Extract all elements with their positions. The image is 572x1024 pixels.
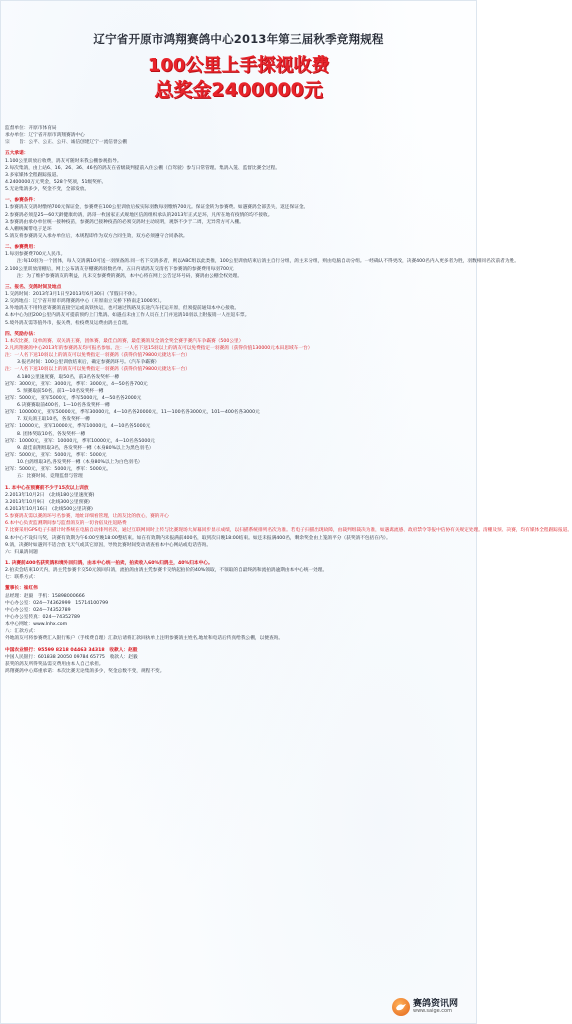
- regulation-line: 冠军：10000元，亚军10000元，季军10000元，4—10名各5000元: [5, 424, 151, 430]
- regulation-line: 6.本中心负责监测期间参与监督鸽友的一切食宿及往返路费: [5, 521, 127, 527]
- regulation-line: 鸿翔赛鸽中心郑重承诺：本次比赛无论集鸽多少，奖金总数不变，规程不变。: [5, 668, 165, 674]
- regulation-line: 六：归巢鸽问题: [5, 549, 38, 555]
- regulation-line: 9.鸽，决赛时如遇到不适合放飞天气或其它原因，导致比赛时间变动请查看本中心网站或电话咨询。: [5, 542, 212, 548]
- section-heading: 四、奖励办法：: [5, 331, 38, 337]
- regulation-line: 中心办公室传真：024—74352789: [5, 615, 80, 620]
- regulation-line: 2.凡鸿翔赛鸽中心2013年的参赛鸽友均可报名参加。注：一人名下送15羽以上的鸽友可以免费指定一羽赛鸽（获得价值130000元本田思域车一台）: [5, 345, 313, 351]
- regulation-line: 7. 双关鸽王取10名，各发奖杯一樽: [17, 417, 90, 423]
- regulation-line: 8.本中心不设归马奖，决赛有效期为午6:00至晚18:00整结束。如在有效期内未报满前400名，取到次日晚18:00结束。如还未报满400名，剩余奖金由上笼鸽平分（获奖鸽不包括在内）。: [5, 535, 391, 541]
- regulation-line: 5.无论集鸽多少，奖金不变，全部发放。: [5, 187, 90, 193]
- regulation-line: 1.每羽参赛费700元人民币。: [5, 252, 66, 258]
- regulation-line: 6.决赛赛取前400名，1—10名各发奖杯一樽: [17, 403, 110, 409]
- regulation-line: 冠军：100000元，亚军50000元，季军30000元，4—10名各20000元，11—100名各3000元，101—400名各3000元: [5, 410, 260, 416]
- regulation-line: 八：汇款方式：: [5, 629, 38, 635]
- regulation-line: 5.鸽友将参赛鸽交入承办单位后，本规程即作为双方合同生效，双方必须遵守合同条款。: [5, 233, 188, 239]
- section-heading: 1. 决赛前400名获奖鸽和境外回归鸽，由本中心统一拍卖，拍卖收入60%归鸽主，40%归本中心。: [5, 561, 213, 567]
- regulation-line: 获奖的鸽友所得奖品需交费用由本人自己承担。: [5, 661, 104, 667]
- regulation-line: 1.本次比赛，设单鸽赛、双关鸽王赛，团体赛，最佳自鸽赛，最佳赛鸽及全鸽全奖全赛手赛汽车争霸赛（500公里）: [5, 338, 244, 344]
- regulation-line: 5.境外鸽友需等值外币，报关费，检疫费及运费由鸽主自理。: [5, 320, 132, 326]
- logo-url: www.saige.com: [413, 1008, 452, 1014]
- logo-name: 赛鸽资讯网: [413, 999, 459, 1009]
- regulation-line: 2.拍卖会结束10天内，鸽主凭参赛卡交50元领回归鸽，流拍鸽由鸽主凭参赛卡交纳起拍价的40%领取，不领取的自最终鸽和流拍鸽逾期由本中心统一处理。: [5, 568, 328, 574]
- regulation-line: 4.2013年10月16日 (北线500公里决赛): [5, 507, 93, 513]
- regulation-line: 中国人民银行：601838 20050 09784 65775 收款人：赵毅: [5, 654, 138, 660]
- regulation-line: 冠军：5000元，亚军：5000元，季军：5000元: [5, 453, 107, 459]
- regulation-line: 5.参赛鸽友需以赛鸽环号名参赛，地址详细看管理，让鸽友比的放心，赛的开心: [5, 514, 169, 520]
- regulation-line: 8. 团体奖取10名，各发奖杯一樽: [17, 431, 86, 437]
- regulation-line: 中心办公室：024—74362999 15714100799: [5, 600, 109, 606]
- regulation-line: 冠军：5000元，亚军：5000元，季军：5000元。: [5, 467, 112, 473]
- regulation-line: 七：联系方式：: [5, 575, 38, 581]
- section-heading: 1. 本中心在预赛前不少于15次以上训放: [5, 485, 89, 491]
- regulation-line: 3.报名时间：100公里训放结束后，确定参赛鸽环号。（汽车争霸赛）: [17, 360, 160, 366]
- regulation-line: 4.本中心为团200公里内鸽友可提前预约上门集鸽。如遇点未由工作人员在上门并送鸽10羽以上附报销一人往返车票。: [5, 313, 250, 319]
- regulation-line: 中心办公室：024—74352789: [5, 607, 71, 613]
- regulation-line: 外地鸽友可将参赛费汇入银行账户（手续费自理）汇款后请将汇款回执单上注明参赛鸽主姓名,地址和电话后传真给我公棚，以便查询。: [5, 636, 284, 642]
- regulation-line: 冠军：3000元，亚军：3000元，季军：3000元，4—50名各700元: [5, 381, 148, 387]
- regulation-line: 总经理：赵毅 手机：15898000666: [5, 593, 85, 599]
- pigeon-logo-icon: [392, 998, 410, 1016]
- regulation-line: 1.100公里训放后收费，鸽友可随时来我公棚参观指导。: [5, 158, 122, 164]
- banner-headline: 100公里上手探视收费: [147, 55, 330, 76]
- regulation-line: 4.入棚统佩带电子足环: [5, 226, 52, 232]
- regulation-line: 5. 预赛取前50名，前1—10名发奖杯一樽: [17, 388, 104, 394]
- regulation-line: 注:每10羽为一个团体，每人交鸽满10可送一羽预备鸽.同一名下交鸽多者，则以ABC组以此类推，100公里训放结束后鸽主自行分组，鸽主未分组，则由电脑自动分组。一经确认不得更改，决赛400名内入更多者为胜，羽数相同名次前者为胜。: [17, 259, 519, 265]
- regulation-line: 10.白鸽组取3名,各发奖杯一樽（本身80%以上为白色羽毛）: [17, 460, 143, 466]
- regulation-line: 五：比赛时间、竞翔监督与管理: [17, 474, 83, 480]
- regulation-line: 7.比赛采用GPS电子扫描计时系统在电脑自动排列名次，通过互联网同时上传与比赛现场大屏幕同步显示成绩，以扫描系统排列名次为准。若电子扫描出现故障，由裁判组裁决为准，如遇禽流感、政府禁令等报中信协有关规定处理。清棚及预、决赛，均有媒体全程跟踪报道。: [5, 528, 572, 534]
- regulation-line: 2.交鸽地点：辽宁省开原市鸿翔赛鸽中心（开原南立交桥下桥南走1000米）。: [5, 299, 165, 305]
- regulation-line: 冠军：5000元，亚军5000元，季军5000元，4—50名各2000元: [5, 395, 142, 401]
- section-heading: 中国农业银行：95599 8218 04463 34318 收款人：赵毅: [5, 647, 138, 653]
- regulation-line: 注：一人名下送10羽以上的鸽友可以免费指定一羽赛鸽（获得价值79800元捷达车一台）: [5, 367, 190, 373]
- regulation-line: 冠军：10000元，亚军：10000元，季军10000元，4—10名各5000元: [5, 438, 155, 444]
- regulation-line: 3.参赛鸽由承办单位统一接种疫苗，参赛鸽已接种疫苗的必须交鸽时主动说明，观察不少于二周，无异常方可入棚。: [5, 219, 244, 225]
- section-heading: 一、参赛条件：: [5, 198, 38, 204]
- regulation-line: 1.参赛鸽友交鸽时缴纳700元保证金，参赛费在100公里训放后按实际羽数每羽缴纳700元。保证金转为参赛费。如遇赛鸽全部丢失，返还保证金。: [5, 205, 309, 211]
- site-watermark-logo: [392, 995, 470, 1019]
- section-heading: 董事长：崔红伟: [5, 586, 38, 592]
- regulation-line: 注：为了维护参赛鸽友的利益，凡未交参赛费的赛鸽，本中心将在网上公告足环号码，赛鸽由公棚全权处理。: [17, 273, 243, 279]
- regulation-line: 2.100公里训放清棚后，网上公布鸽友存棚赛鸽羽数名单，五日内请鸽友交清名下参赛鸽的参赛费用每羽700元: [5, 266, 234, 272]
- regulation-line: 监督单位：开原市体育局: [5, 126, 57, 131]
- regulation-line: 3.外地鸽友不用特意寄赛鸽直接空运或高铁快运，也可通过铁路及长途汽车托运开原，但须提前通知本中心接收。: [5, 306, 240, 312]
- regulation-line: 宗 旨：公平、公正、公开、诚信创建辽宁一流信誉公棚: [5, 140, 127, 146]
- regulation-line: 注：一人名下送10羽以上的鸽友可以免费指定一羽赛鸽（获得价值79800元捷达车一台）: [5, 353, 190, 359]
- regulation-line: 9. 最佳南翔组取3名，各发奖杯一樽（本身80%以上为黑色羽毛）: [17, 445, 154, 451]
- regulation-line: 3.多家媒体全程跟踪报道。: [5, 172, 62, 178]
- regulation-line: 2.每次集鸽，由上站6、16、26、36、46名的鸽友在省级裁判提前入住公棚（自驾驶）参与日常管理。集鸽入笼、监督比赛全过程。: [5, 165, 281, 171]
- regulation-line: 2.参赛鸽必须是25—60天龄健康幼鸽，鸽哥一枚国家正式规地区信鸽组织承认的2013年正式足环，凡所在地有疫情的均不接收。: [5, 212, 273, 218]
- section-heading: 五大承诺：: [5, 151, 29, 157]
- banner-prize-total: 总奖金2400000元: [154, 79, 323, 101]
- section-heading: 三、报名、交鸽时间及地点: [5, 284, 62, 290]
- regulation-line: 4.2400000万元奖金，528个奖项，51级奖杯。: [5, 179, 107, 185]
- regulation-body: [5, 125, 572, 675]
- regulation-line: 3.2013年10月9日 (北线300公里预赛): [5, 499, 90, 505]
- regulation-line: 4.180公里速度赛，取50名，前3名各发奖杯一樽: [17, 374, 120, 380]
- page-title: 辽宁省开原市鸿翔赛鸽中心2013年第三届秋季竞翔规程: [93, 32, 384, 46]
- regulation-line: 本中心网址：www.lnhx.com: [5, 622, 68, 628]
- regulation-line: 2.2013年10月2日 (北线180公里速度赛): [5, 492, 95, 498]
- regulation-line: 承办单位：辽宁省开原市鸿翔赛鸽中心: [5, 133, 85, 139]
- section-heading: 二、参赛费用：: [5, 245, 38, 251]
- regulation-line: 1.交鸽时间：2013年3月1日至2013年6月30日（节假日不休）。: [5, 291, 140, 297]
